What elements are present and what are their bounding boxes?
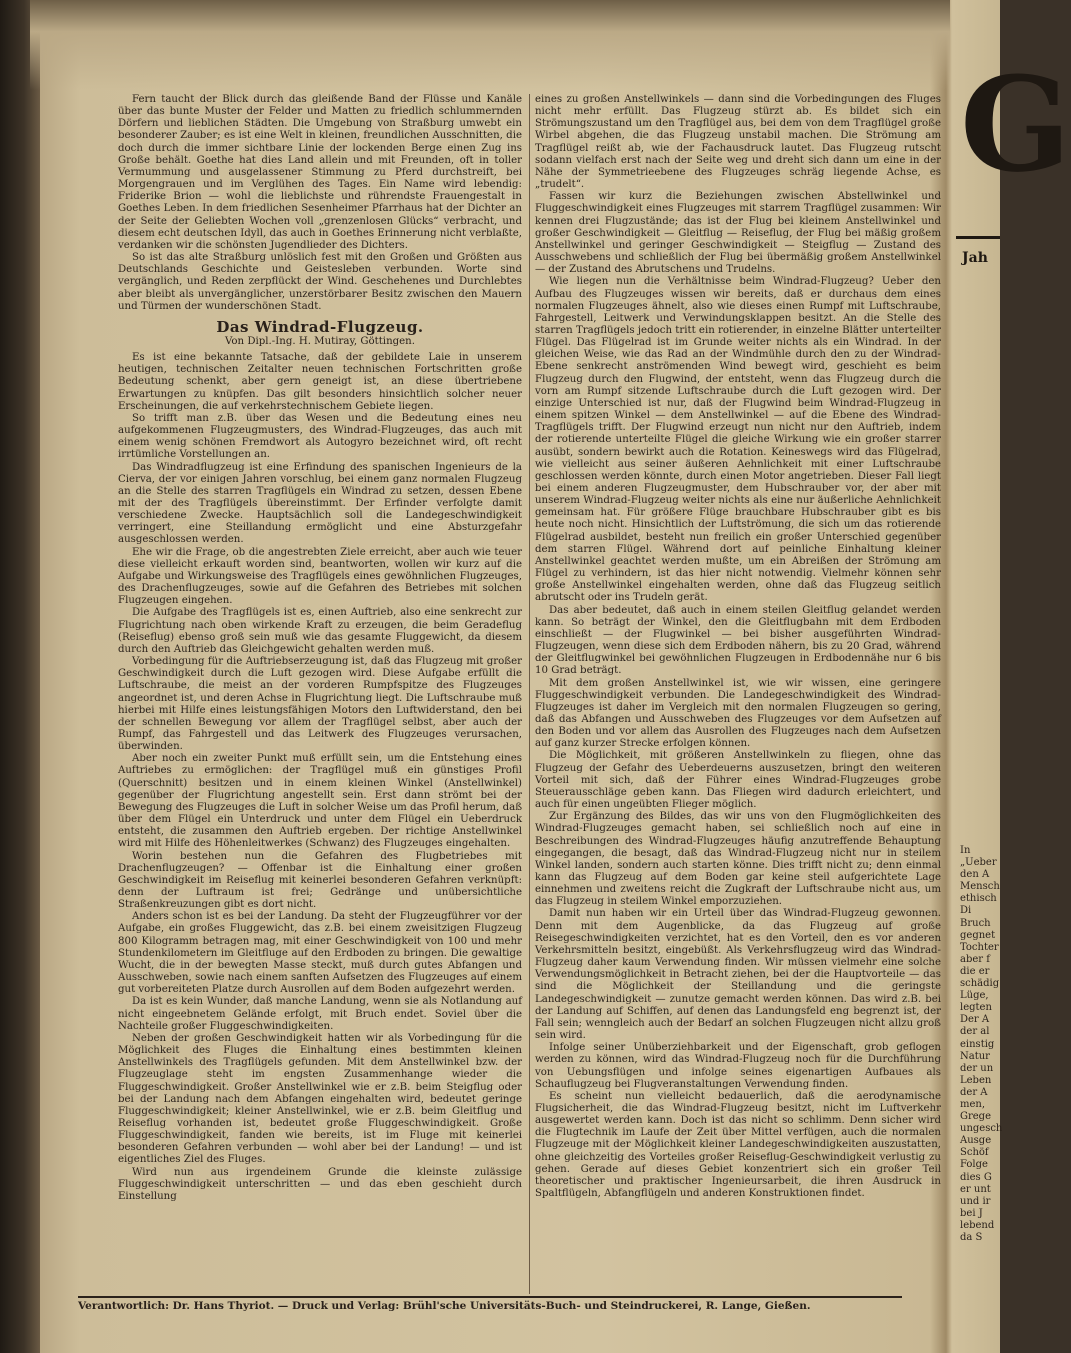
left-column [118, 94, 522, 1203]
body-paragraph: So trifft man z.B. über das Wesen und die Bedeutung eines neu aufgekommenen Flugzeugmusters, des Windrad-Flugzeuges, das auch mit einem wenig schönen Fremdwort als Autogyro bezeichnet wird, oft recht irrtümliche Vorstellungen an. [118, 412, 522, 461]
body-paragraph: Mit dem großen Anstellwinkel ist, wie wir wissen, eine geringere Fluggeschwindigkeit verbunden. Die Landegeschwindigkeit des Windrad-Flugzeuges ist daher im Vergleich mit den normalen Flugzeugen so gering, daß das Abfangen und Ausschweben des Flugzeuges vor dem Aufsetzen auf den Boden und vor allem das Ausrollen des Flugzeuges nach dem Aufsetzen auf ganz kurzer Strecke erfolgen können. [535, 677, 941, 750]
body-paragraph: Die Möglichkeit, mit größeren Anstellwinkeln zu fliegen, ohne das Flugzeug der Gefahr des Ueberdeuerns auszusetzen, bringt den weiteren Vorteil mit sich, daß der Führer eines Windrad-Flugzeuges grobe Steuerausschläge geben kann. Das Fliegen wird dadurch erleichtert, und auch für einen ungeübten Flieger möglich. [535, 750, 941, 811]
intro-paragraph-1: Fern taucht der Blick durch das gleißende Band der Flüsse und Kanäle über das bunte Muster der Felder und Matten zu friedlich schlummernden Dörfern und lieblichen Städten. Die Umgebung von Straßburg umwebt ein besonderer Zauber; es ist eine Welt in kleinen, freundlichen Ausschnitten, die doch durch die immer sichtbare Linie der lockenden Berge einen Zug ins Große behält. Goethe hat dies Land allein und mit Freunden, oft in toller Vermummung und ausgelassener Stimmung zu Pferd durchstreift, bei Morgengrauen und im Verglühen des Tages. Ein Name wird lebendig: Friderike Brion — wohl die lieblichste und rührendste Frauengestalt in Goethes Leben. In dem friedlichen Sesenheimer Pfarrhaus hat der Dichter an der Seite der Geliebten Wochen voll „grenzenlosen Glücks“ verbracht, und diesem echt deutschen Idyll, das auch in Goethes Erinnerung nicht verblaßte, verdanken wir die schönsten Jugendlieder des Dichters. [118, 94, 522, 251]
adjacent-masthead-letter: G [960, 48, 1071, 201]
footer-rule [78, 1296, 902, 1298]
body-paragraph: Die Aufgabe des Tragflügels ist es, einen Auftrieb, also eine senkrecht zur Flugrichtung nach oben wirkende Kraft zu erzeugen, die beim Geradeflug (Reiseflug) ebenso groß sein muß wie das gesamte Fluggewicht, da diesem durch den Auftrieb das Gleichgewicht gehalten werden muß. [118, 607, 522, 655]
adjacent-heading-fragment: Jah [962, 250, 988, 266]
intro-paragraph-2: So ist das alte Straßburg unlöslich fest mit den Großen und Größten aus Deutschlands Geschichte und Geistesleben verbunden. Worte sind vergänglich, und Reden zerpflückt der Wind. Geschehenes und Durchlebtes aber bleibt als unvergänglicher, unzerstörbarer Besitz zwischen den Mauern und Türmen der wunderschönen Stadt. [118, 252, 522, 312]
body-paragraph: Es ist eine bekannte Tatsache, daß der gebildete Laie in unserem heutigen, technischen Zeitalter neuen technischen Fortschritten große Bedeutung schenkt, aber gern geneigt ist, an diese übertriebene Erwartungen zu knüpfen. Das gilt besonders hinsichtlich solcher neuer Erscheinungen, die auf verkehrstechnischem Gebiete liegen. [118, 352, 522, 412]
body-paragraph: Neben der großen Geschwindigkeit hatten wir als Vorbedingung für die Möglichkeit des Fluges die Einhaltung eines bestimmten kleinen Anstellwinkels des Tragflügels gefunden. Mit dem Anstellwinkel bzw. der Flugzeuglage steht im engsten Zusammenhange wieder die Fluggeschwindigkeit. Großer Anstellwinkel wie er z.B. beim Steigflug oder bei der Landung nach dem Abfangen eingehalten wird, bedeutet geringe Fluggeschwindigkeit; kleiner Anstellwinkel, wie er z.B. beim Gleitflug und Reiseflug vorhanden ist, bedeutet große Fluggeschwindigkeit. Große Fluggeschwindigkeit, fanden wie bereits, ist im Fluge mit keinerlei besonderen Gefahren verbunden — wohl aber bei der Landung! — und ist eigentliches Ziel des Fluges. [118, 1032, 522, 1166]
body-paragraph: Fassen wir kurz die Beziehungen zwischen Abstellwinkel und Fluggeschwindigkeit eines Flugzeuges mit starrem Tragflügel zusammen: Wir kennen drei Flugzustände; das ist der Flug bei kleinem Anstellwinkel und großer Geschwindigkeit — Gleitflug — Reiseflug, der Flug bei mäßig großem Anstellwinkel und geringer Geschwindigkeit — Steigflug — Zustand des Ausschwebens und schließlich der Flug bei übermäßig großem Anstellwinkel — der Zustand des Abrutschens und Trudelns. [535, 191, 941, 276]
body-paragraph: Aber noch ein zweiter Punkt muß erfüllt sein, um die Entstehung eines Auftriebes zu ermöglichen: der Tragflügel muß ein günstiges Profil (Querschnitt) besitzen und in einem kleinen Winkel (Anstellwinkel) gegenüber der Flugrichtung angestellt sein. Erst dann strömt bei der Bewegung des Flugzeuges die Luft in solcher Weise um das Profil herum, daß über dem Flügel ein Unterdruck und unter dem Flügel ein Ueberdruck entsteht, die zusammen den Auftrieb ergeben. Der richtige Anstellwinkel wird mit Hilfe des Höhenleitwerkes (Schwanz) des Flugzeuges eingehalten. [118, 753, 522, 850]
body-paragraph: Vorbedingung für die Auftriebserzeugung ist, daß das Flugzeug mit großer Geschwindigkeit durch die Luft gezogen wird. Diese Aufgabe erfüllt die Luftschraube, die meist an der vorderen Rumpfspitze des Flugzeuges angeordnet ist, und deren Achse in Flugrichtung liegt. Die Luftschraube muß hierbei mit Hilfe eines leistungsfähigen Motors den Luftwiderstand, den bei der schnellen Bewegung vor allem der Tragflügel selbst, aber auch der Rumpf, das Fahrgestell und das Leitwerk des Flugzeuges verursachen, überwinden. [118, 656, 522, 753]
body-paragraph: eines zu großen Anstellwinkels — dann sind die Vorbedingungen des Fluges nicht mehr erfüllt. Das Flugzeug stürzt ab. Es bildet sich ein Strömungszustand um den Tragflügel aus, bei dem von dem Tragflügel große Wirbel abgehen, die das Flugzeug unstabil machen. Die Strömung am Tragflügel reißt ab, wie der Fachausdruck lautet. Das Flugzeug rutscht sodann vielfach erst nach der Seite weg und dreht sich dann um eine in der Nähe der Symmetrieebene des Flugzeuges schräg liegende Achse, es „trudelt“. [535, 94, 941, 191]
body-paragraph: Es scheint nun vielleicht bedauerlich, daß die aerodynamische Flugsicherheit, die das Windrad-Flugzeug besitzt, nicht im Luftverkehr ausgewertet werden kann. Doch ist das nicht so schlimm. Denn sicher wird die Flugtechnik im Laufe der Zeit über Mittel verfügen, auch die normalen Flugzeuge mit der Möglichkeit kleiner Landegeschwindigkeiten auszustatten, ohne gleichzeitig des Vorteiles großer Reiseflug-Geschwindigkeit verlustig zu gehen. Gerade auf dieses Gebiet konzentriert sich ein großer Teil theoretischer und praktischer Ingenieursarbeit, die ihren Ausdruck in Spaltflügeln, Abfangflügeln und anderen Konstruktionen findet. [535, 1090, 941, 1200]
binding-edge [0, 0, 40, 1353]
body-paragraph: Worin bestehen nun die Gefahren des Flugbetriebes mit Drachenflugzeugen? — Offenbar ist die Einhaltung einer großen Geschwindigkeit im Reiseflug mit keinerlei besonderen Gefahren verknüpft: denn der Luftraum ist frei; Gedränge und unübersichtliche Straßenkreuzungen gibt es dort nicht. [118, 850, 522, 911]
adjacent-text-fragment: In „Ueber den A Mensch ethisch Di Bruch gegnet Tochter aber f die er schädig Lüge, legten Der A der al einstig Natur der un Leben der A men, Grege ungesch Ausge Schöf Folge dies G er unt und ir bei J lebend da S [960, 845, 1003, 1243]
body-paragraph: Zur Ergänzung des Bildes, das wir uns von den Flugmöglichkeiten des Windrad-Flugzeuges gemacht haben, sei schließlich noch auf eine in Beschreibungen des Windrad-Flugzeuges häufig anzutreffende Behauptung eingegangen, die besagt, daß das Windrad-Flugzeug nicht nur in steilem Winkel landen, sondern auch starten könne. Dies trifft nicht zu; denn einmal kann das Flugzeug auf dem Boden gar keine steil aufgerichtete Lage einnehmen und zweitens reicht die Zugkraft der Luftschraube nicht aus, um das Flugzeug in steilem Winkel emporzuziehen. [535, 811, 941, 908]
body-paragraph: Das Windradflugzeug ist eine Erfindung des spanischen Ingenieurs de la Cierva, der vor einigen Jahren vorschlug, bei einem ganz normalen Flugzeug an die Stelle des starren Tragflügels ein Windrad zu setzen, dessen Ebene mit der des Tragflügels übereinstimmt. Der Erfinder verfolgte damit verschiedene Zwecke. Hauptsächlich soll die Landegeschwindigkeit verringert, eine Steillandung ermöglicht und eine Absturzgefahr ausgeschlossen werden. [118, 461, 522, 546]
body-paragraph: Anders schon ist es bei der Landung. Da steht der Flugzeugführer vor der Aufgabe, ein großes Fluggewicht, das z.B. bei einem zweisitzigen Flugzeug 800 Kilogramm betragen mag, mit einer Geschwindigkeit von 100 und mehr Stundenkilometern im Gleitfluge auf den Erdboden zu bringen. Die gewaltige Wucht, die in der bewegten Masse steckt, muß durch gutes Abfangen und Ausschweben, sowie nach einem sanften Aufsetzen des Flugzeuges auf einem gut vorbereiteten Platze durch Ausrollen auf dem Boden aufgezehrt werden. [118, 911, 522, 996]
body-paragraph: Wird nun aus irgendeinem Grunde die kleinste zulässige Fluggeschwindigkeit unterschritten — und das eben geschieht durch Einstellung [118, 1166, 522, 1202]
body-paragraph: Wie liegen nun die Verhältnisse beim Windrad-Flugzeug? Ueber den Aufbau des Flugzeuges wissen wir bereits, daß er durchaus dem eines normalen Flugzeuges ähnelt, also wie dieses einen Rumpf mit Luftschraube, Fahrgestell, Leitwerk und Verwindungsklappen besitzt. An die Stelle des starren Tragflügels jedoch tritt ein rotierender, in einzelne Blätter unterteilter Flügel. Das Flügelrad ist im Grunde weiter nichts als ein Windrad. In der gleichen Weise, wie das Rad an der Windmühle durch den zu der Windrad-Ebene senkrecht anströmenden Wind bewegt wird, geschieht es beim Flugzeug durch den Flugwind, der entsteht, wenn das Flugzeug durch die vorn am Rumpf sitzende Luftschraube durch die Luft gezogen wird. Der einzige Unterschied ist nur, daß der Flugwind beim Windrad-Flugzeug in einem spitzen Winkel — dem Anstellwinkel — auf die Ebene des Windrad-Tragflügels trifft. Der Flugwind erzeugt nun nicht nur den Auftrieb, indem der rotierende unterteilte Flügel die gleiche Wirkung wie ein großer starrer ausübt, sondern bewirkt auch die Rotation. Keineswegs wird das Flügelrad, wie vielleicht aus seiner äußeren Aehnlichkeit mit einer Luftschraube geschlossen werden könnte, durch einen Motor angetrieben. Dieser Fall liegt bei einem anderen Flugzeugmuster, dem Hubschrauber vor, der aber mit unserem Windrad-Flugzeug weiter nichts als eine nur äußerliche Aehnlichkeit gemeinsam hat. Für größere Flüge brauchbare Hubschrauber gibt es bis heute noch nicht. Hinsichtlich der Luftströmung, die sich um das rotierende Flügelrad ausbildet, besteht nun freilich ein großer Unterschied gegenüber dem starren Flügel. Während dort auf peinliche Einhaltung kleiner Anstellwinkel geachtet werden mußte, um ein Abreißen der Strömung am Flügel zu verhindern, ist das hier nicht notwendig. Vielmehr können sehr große Anstellwinkel eingehalten werden, ohne daß das Flugzeug seitlich abrutscht oder ins Trudeln gerät. [535, 276, 941, 604]
body-paragraph: Ehe wir die Frage, ob die angestrebten Ziele erreicht, aber auch wie teuer diese vielleicht erkauft worden sind, beantworten, wollen wir kurz auf die Aufgabe und Wirkungsweise des Tragflügels eines gewöhnlichen Flugzeuges, des Drachenflugzeuges, sowie auf die Gefahren des Betriebes mit solchen Flugzeugen eingehen. [118, 546, 522, 607]
article-title: Das Windrad-Flugzeug. [216, 317, 424, 336]
right-column [535, 94, 941, 1200]
column-divider [529, 94, 530, 1294]
body-paragraph: Damit nun haben wir ein Urteil über das Windrad-Flugzeug gewonnen. Denn mit dem Augenblicke, da das Flugzeug auf große Reisegeschwindigkeiten verzichtet, hat es den Vorteil, den es vor anderen Verkehrsmitteln besitzt, eingebüßt. Als Verkehrsflugzeug wird das Windrad-Flugzeug daher kaum Verwendung finden. Wir müssen vielmehr eine solche Verwendungsmöglichkeit in Betracht ziehen, bei der die Hauptvorteile — das sind die Möglichkeit der Steillandung und die geringste Landegeschwindigkeit — zunutze gemacht werden können. Das wird z.B. bei der Landung auf Schiffen, auf denen das Landungsfeld eng begrenzt ist, der Fall sein; wenngleich auch der Bedarf an solchen Flugzeugen nicht allzu groß sein wird. [535, 908, 941, 1042]
body-paragraph: Infolge seiner Unüberziehbarkeit und der Eigenschaft, grob geflogen werden zu können, wird das Windrad-Flugzeug noch für die Durchführung von Uebungsflügen und infolge seines eigenartigen Aufbaues als Schauflugzeug bei Flugveranstaltungen Verwendung finden. [535, 1042, 941, 1090]
body-paragraph: Das aber bedeutet, daß auch in einem steilen Gleitflug gelandet werden kann. So beträgt der Winkel, den die Gleitflugbahn mit dem Erdboden einschließt — der Flugwinkel — bei bisher ausgeführten Windrad-Flugzeugen, wenn diese sich dem Erdboden nähern, bis zu 20 Grad, während der Gleitflugwinkel bei gewöhnlichen Flugzeugen in Erdbodennähe nur 6 bis 10 Grad beträgt. [535, 604, 941, 677]
newspaper-page [40, 30, 945, 1330]
imprint-footer: Verantwortlich: Dr. Hans Thyriot. — Druck und Verlag: Brühl'sche Universitäts-Buch- und Steindruckerei, R. Lange, Gießen. [78, 1300, 811, 1312]
adjacent-rule [956, 236, 1000, 239]
body-paragraph: Da ist es kein Wunder, daß manche Landung, wenn sie als Notlandung auf nicht eingeebnetem Gelände erfolgt, mit Bruch endet. Soviel über die Nachteile großer Fluggeschwindigkeiten. [118, 996, 522, 1032]
article-byline: Von Dipl.-Ing. H. Mutiray, Göttingen. [225, 335, 415, 347]
adjacent-page-strip [952, 0, 1071, 1353]
